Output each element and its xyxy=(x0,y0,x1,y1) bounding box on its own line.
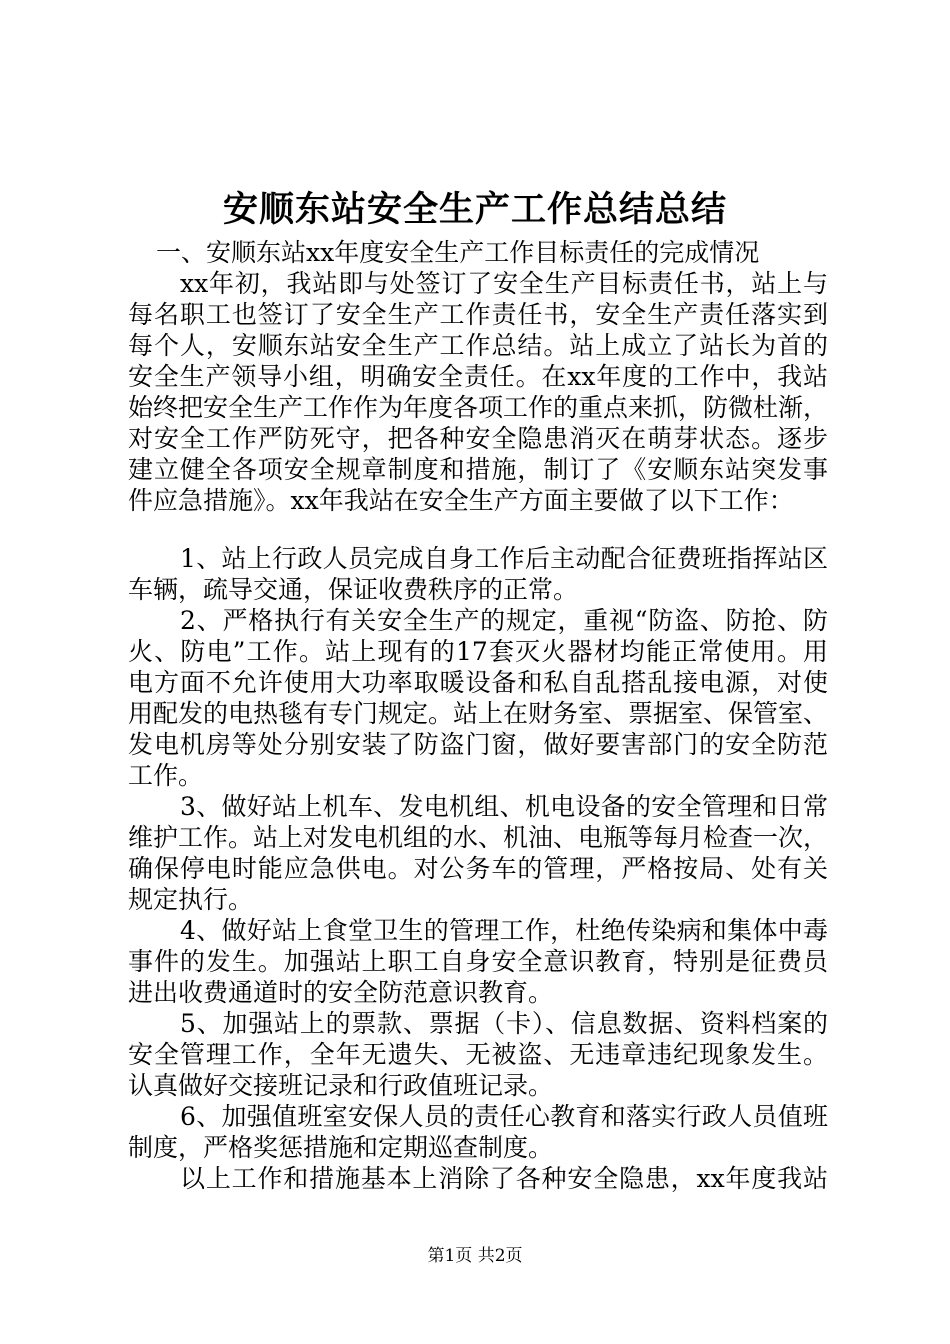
list-item-line: 发电机房等处分别安装了防盗门窗，做好要害部门的安全防范 xyxy=(128,730,828,759)
list-item-line: 车辆，疏导交通，保证收费秩序的正常。 xyxy=(128,575,579,604)
paragraph-line: 每名职工也签订了安全生产工作责任书，安全生产责任落实到 xyxy=(128,300,828,329)
paragraph-line: 件应急措施》。xx年我站在安全生产方面主要做了以下工作： xyxy=(128,486,794,515)
paragraph-line: 以上工作和措施基本上消除了各种安全隐患，xx年度我站 xyxy=(180,1164,828,1193)
list-item-line: 3、做好站上机车、发电机组、机电设备的安全管理和日常 xyxy=(180,792,828,821)
list-item-line: 制度，严格奖惩措施和定期巡查制度。 xyxy=(128,1133,554,1162)
document-body xyxy=(128,237,828,1194)
list-item-line: 电方面不允许使用大功率取暖设备和私自乱搭乱接电源，对使 xyxy=(128,668,828,697)
list-item-line: 1、站上行政人员完成自身工作后主动配合征费班指挥站区 xyxy=(180,544,828,573)
list-item-line: 规定执行。 xyxy=(128,885,254,914)
list-item-line: 进出收费通道时的安全防范意识教育。 xyxy=(128,978,554,1007)
paragraph-line: 对安全工作严防死守，把各种安全隐患消灭在萌芽状态。逐步 xyxy=(128,424,828,453)
paragraph-line: 始终把安全生产工作作为年度各项工作的重点来抓，防微杜渐， xyxy=(128,393,829,422)
page-indicator: 第1页 共2页 xyxy=(427,1246,523,1266)
list-item-line: 用配发的电热毯有专门规定。站上在财务室、票据室、保管室、 xyxy=(128,699,829,728)
list-item-line: 认真做好交接班记录和行政值班记录。 xyxy=(128,1071,554,1100)
list-item-line: 维护工作。站上对发电机组的水、机油、电瓶等每月检查一次， xyxy=(128,823,829,852)
section-heading: 一、安顺东站xx年度安全生产工作目标责任的完成情况 xyxy=(156,238,760,267)
list-item-line: 火、防电”工作。站上现有的17套灭火器材均能正常使用。用 xyxy=(128,637,828,666)
list-item-line: 工作。 xyxy=(128,761,204,790)
document-title: 安顺东站安全生产工作总结总结 xyxy=(222,189,727,230)
paragraph-line: 每个人，安顺东站安全生产工作总结。站上成立了站长为首的 xyxy=(128,331,828,360)
list-item-line: 6、加强值班室安保人员的责任心教育和落实行政人员值班 xyxy=(180,1102,828,1131)
list-item-line: 4、做好站上食堂卫生的管理工作，杜绝传染病和集体中毒 xyxy=(180,916,828,945)
list-item-line: 事件的发生。加强站上职工自身安全意识教育，特别是征费员 xyxy=(128,947,828,976)
paragraph-line: 建立健全各项安全规章制度和措施，制订了《安顺东站突发事 xyxy=(128,455,828,484)
paragraph-line: 安全生产领导小组，明确安全责任。在xx年度的工作中，我站 xyxy=(128,362,828,391)
list-item-line: 安全管理工作，全年无遗失、无被盗、无违章违纪现象发生。 xyxy=(128,1040,828,1069)
list-item-line: 5、加强站上的票款、票据（卡）、信息数据、资料档案的 xyxy=(180,1009,828,1038)
list-item-line: 确保停电时能应急供电。对公务车的管理，严格按局、处有关 xyxy=(128,854,828,883)
paragraph-line: xx年初，我站即与处签订了安全生产目标责任书，站上与 xyxy=(180,269,828,298)
list-item-line: 2、严格执行有关安全生产的规定，重视“防盗、防抢、防 xyxy=(180,606,828,635)
